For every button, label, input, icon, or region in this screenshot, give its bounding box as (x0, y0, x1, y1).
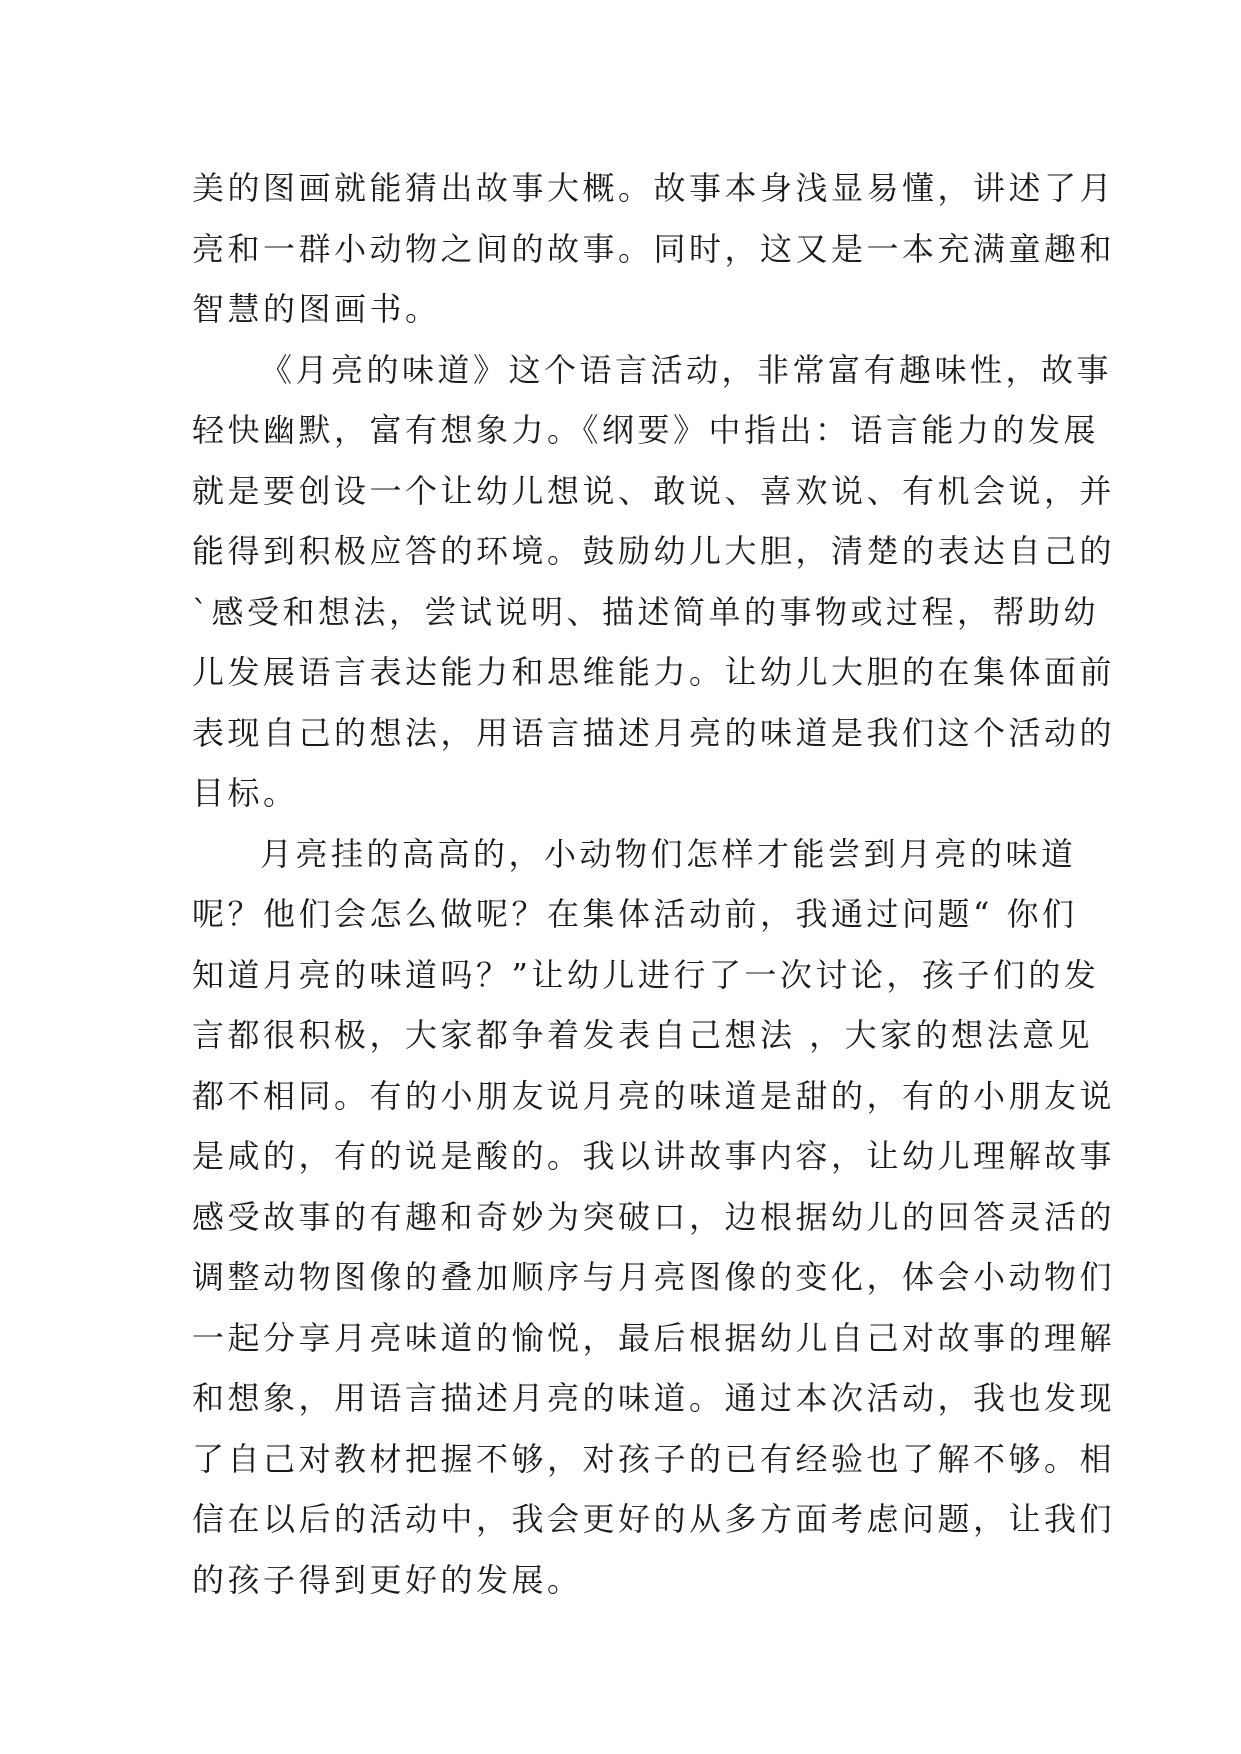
text-line: 呢？他们会怎么做呢？在集体活动前，我通过问题“ 你们 (192, 895, 1078, 933)
text-line: 亮和一群小动物之间的故事。同时，这又是一本充满童趣和 (192, 229, 1116, 268)
text-line: 的孩子得到更好的发展。 (192, 1560, 583, 1599)
text-line: 言都很积极，大家都争着发表自己想法 ，大家的想法意见 (192, 1016, 1094, 1054)
body-text (192, 158, 1116, 1610)
text-line: 月亮挂的高高的，小动物们怎样才能尝到月亮的味道 (260, 834, 1077, 873)
text-line: 一起分享月亮味道的愉悦，最后根据幼儿自己对故事的理解 (192, 1318, 1116, 1357)
text-line: 信在以后的活动中，我会更好的从多方面考虑问题，让我们 (192, 1500, 1116, 1538)
text-line: 都不相同。有的小朋友说月亮的味道是甜的，有的小朋友说 (192, 1076, 1116, 1115)
text-line: 儿发展语言表达能力和思维能力。让幼儿大胆的在集体面前 (192, 653, 1116, 691)
text-line: `感受和想法，尝试说明、描述简单的事物或过程，帮助幼 (192, 592, 1100, 631)
text-line: 能得到积极应答的环境。鼓励幼儿大胆，清楚的表达自己的 (192, 532, 1116, 570)
text-line: 表现自己的想法，用语言描述月亮的味道是我们这个活动的 (192, 713, 1116, 752)
text-line: 智慧的图画书。 (192, 290, 441, 328)
text-line: 是咸的，有的说是酸的。我以讲故事内容，让幼儿理解故事 (192, 1137, 1116, 1175)
text-line: 知道月亮的味道吗？”让幼儿进行了一次讨论，孩子们的发 (192, 955, 1100, 994)
text-line: 美的图画就能猜出故事大概。故事本身浅显易懂，讲述了月 (192, 169, 1116, 207)
text-line: 目标。 (192, 774, 299, 812)
text-line: 感受故事的有趣和奇妙为突破口，边根据幼儿的回答灵活的 (192, 1197, 1116, 1236)
text-line: 调整动物图像的叠加顺序与月亮图像的变化，体会小动物们 (192, 1258, 1116, 1296)
text-line: 了自己对教材把握不够，对孩子的已有经验也了解不够。相 (192, 1439, 1116, 1478)
text-line: 《月亮的味道》这个语言活动，非常富有趣味性，故事 (260, 350, 1113, 389)
text-line: 和想象，用语言描述月亮的味道。通过本次活动，我也发现 (192, 1379, 1116, 1417)
text-line: 轻快幽默，富有想象力。《纲要》中指出：语言能力的发展 (192, 411, 1100, 449)
text-line: 就是要创设一个让幼儿想说、敢说、喜欢说、有机会说，并 (192, 471, 1116, 510)
